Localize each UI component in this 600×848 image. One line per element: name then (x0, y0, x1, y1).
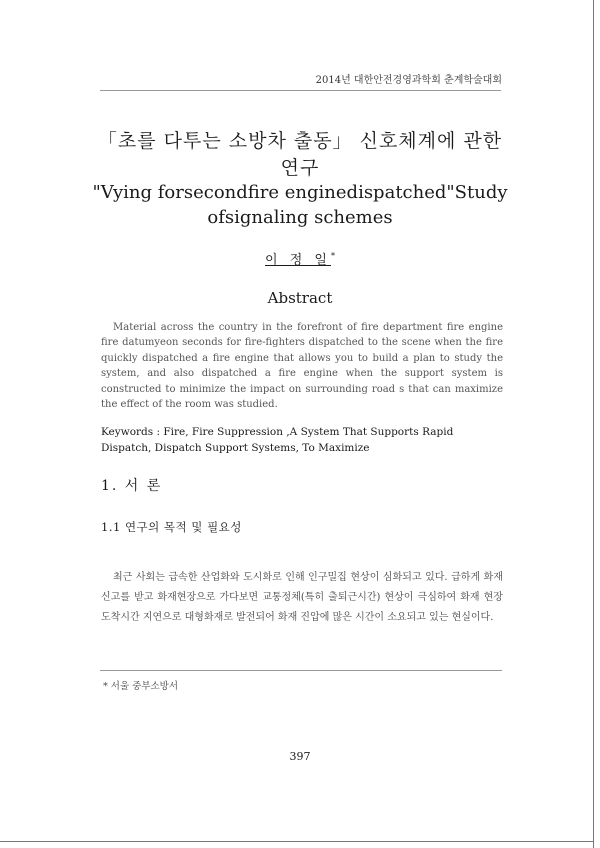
running-header: 2014년 대한안전경영과학회 춘계학술대회 (315, 75, 502, 86)
section-heading-introduction: 1. 서 론 (101, 478, 163, 494)
author-footnote-mark: * (330, 251, 335, 261)
header-rule (100, 90, 501, 91)
abstract-body: Material across the country in the forefront of fire department fire engine fire datumyeon seconds for fire-fighters dispatched to the scene when the fire quickly dispatched a fire engine that allows you to build a plan to study the system, and also dispatched a fire engine when the support system is constructed to minimize the impact on surrounding road s that can maximize the effect of the room was studied. (101, 322, 503, 411)
footnote: * 서울 중부소방서 (103, 681, 179, 692)
korean-title (80, 128, 520, 182)
subsection-heading-purpose: 1.1 연구의 목적 및 필요성 (101, 520, 242, 534)
english-title-line-2: ofsignaling schemes (207, 207, 393, 228)
page-edge-bottom (0, 841, 594, 842)
keywords: Keywords : Fire, Fire Suppression ,A System That Supports Rapid Dispatch, Dispatch Support Systems, To Maximize (101, 426, 454, 454)
english-title-line-1: "Vying forsecondfire enginedispatched"Study (92, 182, 508, 203)
author-line (0, 249, 600, 268)
abstract-heading: Abstract (267, 289, 333, 307)
footnote-rule (100, 670, 502, 671)
english-title (80, 180, 520, 230)
page-edge-right (593, 0, 594, 848)
korean-title-line-1: 「초를 다투는 소방차 출동」 신호체계에 관한 (97, 130, 503, 152)
author-name: 이 정 일 (265, 253, 331, 268)
korean-title-line-2: 연구 (280, 157, 320, 179)
body-paragraph: 최근 사회는 급속한 산업화와 도시화로 인해 인구밀집 현상이 심화되고 있다. 급하게 화재신고를 받고 화재현장으로 가다보면 교통정체(특히 출퇴근시간) 현상이 극심하여 화재 현장 도착시간 지연으로 대형화재로 발전되어 화재 진압에 많은 시간이 소요되고 있는 현실이다. (101, 572, 503, 623)
page-number: 397 (289, 750, 311, 763)
